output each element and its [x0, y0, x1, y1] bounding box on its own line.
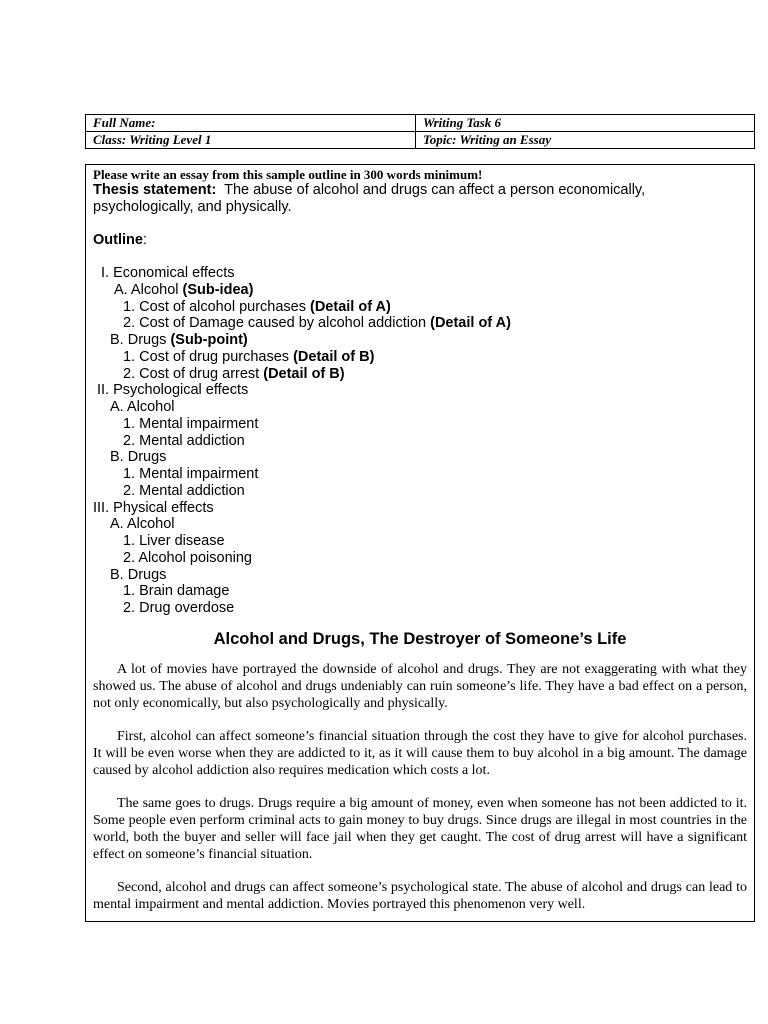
header-table [85, 114, 755, 149]
content-box [85, 164, 755, 922]
header-row-2 [86, 132, 755, 149]
instruction-text: Please write an essay from this sample outline in 300 words minimum! [93, 167, 483, 182]
outline-item: B. Drugs [110, 449, 167, 466]
outline-item: B. Drugs (Sub-point) [110, 332, 248, 348]
essay-paragraph: First, alcohol can affect someone’s financial situation through the cost they have to give for alcohol purchases. It will be even worse when they are addicted to it, as it will cause them to buy alcohol in a big amount. The damage caused by alcohol addiction also requires medication which costs a lot. [93, 728, 747, 778]
outline-item: B. Drugs [110, 566, 167, 583]
outline-item: 1. Cost of drug purchases (Detail of B) [123, 348, 375, 365]
outline-item: 1. Mental impairment [123, 415, 259, 432]
outline-item: 2. Drug overdose [123, 600, 235, 616]
outline-heading: Outline: [93, 232, 147, 248]
essay-paragraph: Second, alcohol and drugs can affect someone’s psychological state. The abuse of alcohol and drugs can lead to mental impairment and mental addiction. Movies portrayed this phenomenon very well. [93, 879, 747, 912]
outline-item: I. Economical effects [101, 265, 235, 281]
outline-item: 2. Alcohol poisoning [123, 549, 252, 566]
thesis-text: The abuse of alcohol and drugs can affect a person economically, psychologically, and physically. [93, 182, 646, 215]
class-cell: Class: Writing Level 1 [86, 132, 416, 149]
outline-item: III. Physical effects [93, 499, 214, 516]
outline-item: 2. Cost of drug arrest (Detail of B) [123, 365, 345, 382]
outline-item: 2. Mental addiction [123, 482, 245, 499]
outline-list [93, 265, 747, 617]
header-row-1 [86, 115, 755, 132]
essay-paragraph: A lot of movies have portrayed the downside of alcohol and drugs. They are not exaggerating with what they showed us. The abuse of alcohol and drugs undeniably can ruin someone’s life. They have a bad effect on a person, not only economically, but also psychologically and physically. [93, 661, 747, 711]
outline-item: A. Alcohol [110, 399, 175, 415]
essay-paragraph: The same goes to drugs. Drugs require a big amount of money, even when someone has not been addicted to it. Some people even perform criminal acts to gain money to buy drugs. Since drugs are illegal in most countries in the world, both the buyer and seller will face jail when they get caught. The cost of drug arrest will have a significant effect on someone’s financial situation. [93, 795, 747, 862]
outline-item: 1. Cost of alcohol purchases (Detail of A) [123, 298, 391, 315]
thesis-statement [93, 182, 747, 216]
thesis-label: Thesis statement: [93, 182, 217, 198]
outline-item: 1. Liver disease [123, 533, 225, 549]
outline-item: 2. Cost of Damage caused by alcohol addiction (Detail of A) [123, 315, 511, 332]
topic-cell: Topic: Writing an Essay [416, 132, 755, 149]
essay-title: Alcohol and Drugs, The Destroyer of Someone’s Life [213, 629, 627, 648]
outline-item: A. Alcohol (Sub-idea) [114, 281, 254, 298]
full-name-cell: Full Name: [86, 115, 416, 132]
task-cell: Writing Task 6 [416, 115, 755, 132]
outline-item: II. Psychological effects [97, 382, 249, 399]
outline-item: 1. Brain damage [123, 583, 230, 600]
outline-label: Outline [93, 232, 143, 248]
outline-item: 1. Mental impairment [123, 466, 259, 482]
outline-item: 2. Mental addiction [123, 432, 245, 449]
outline-item: A. Alcohol [110, 516, 175, 533]
